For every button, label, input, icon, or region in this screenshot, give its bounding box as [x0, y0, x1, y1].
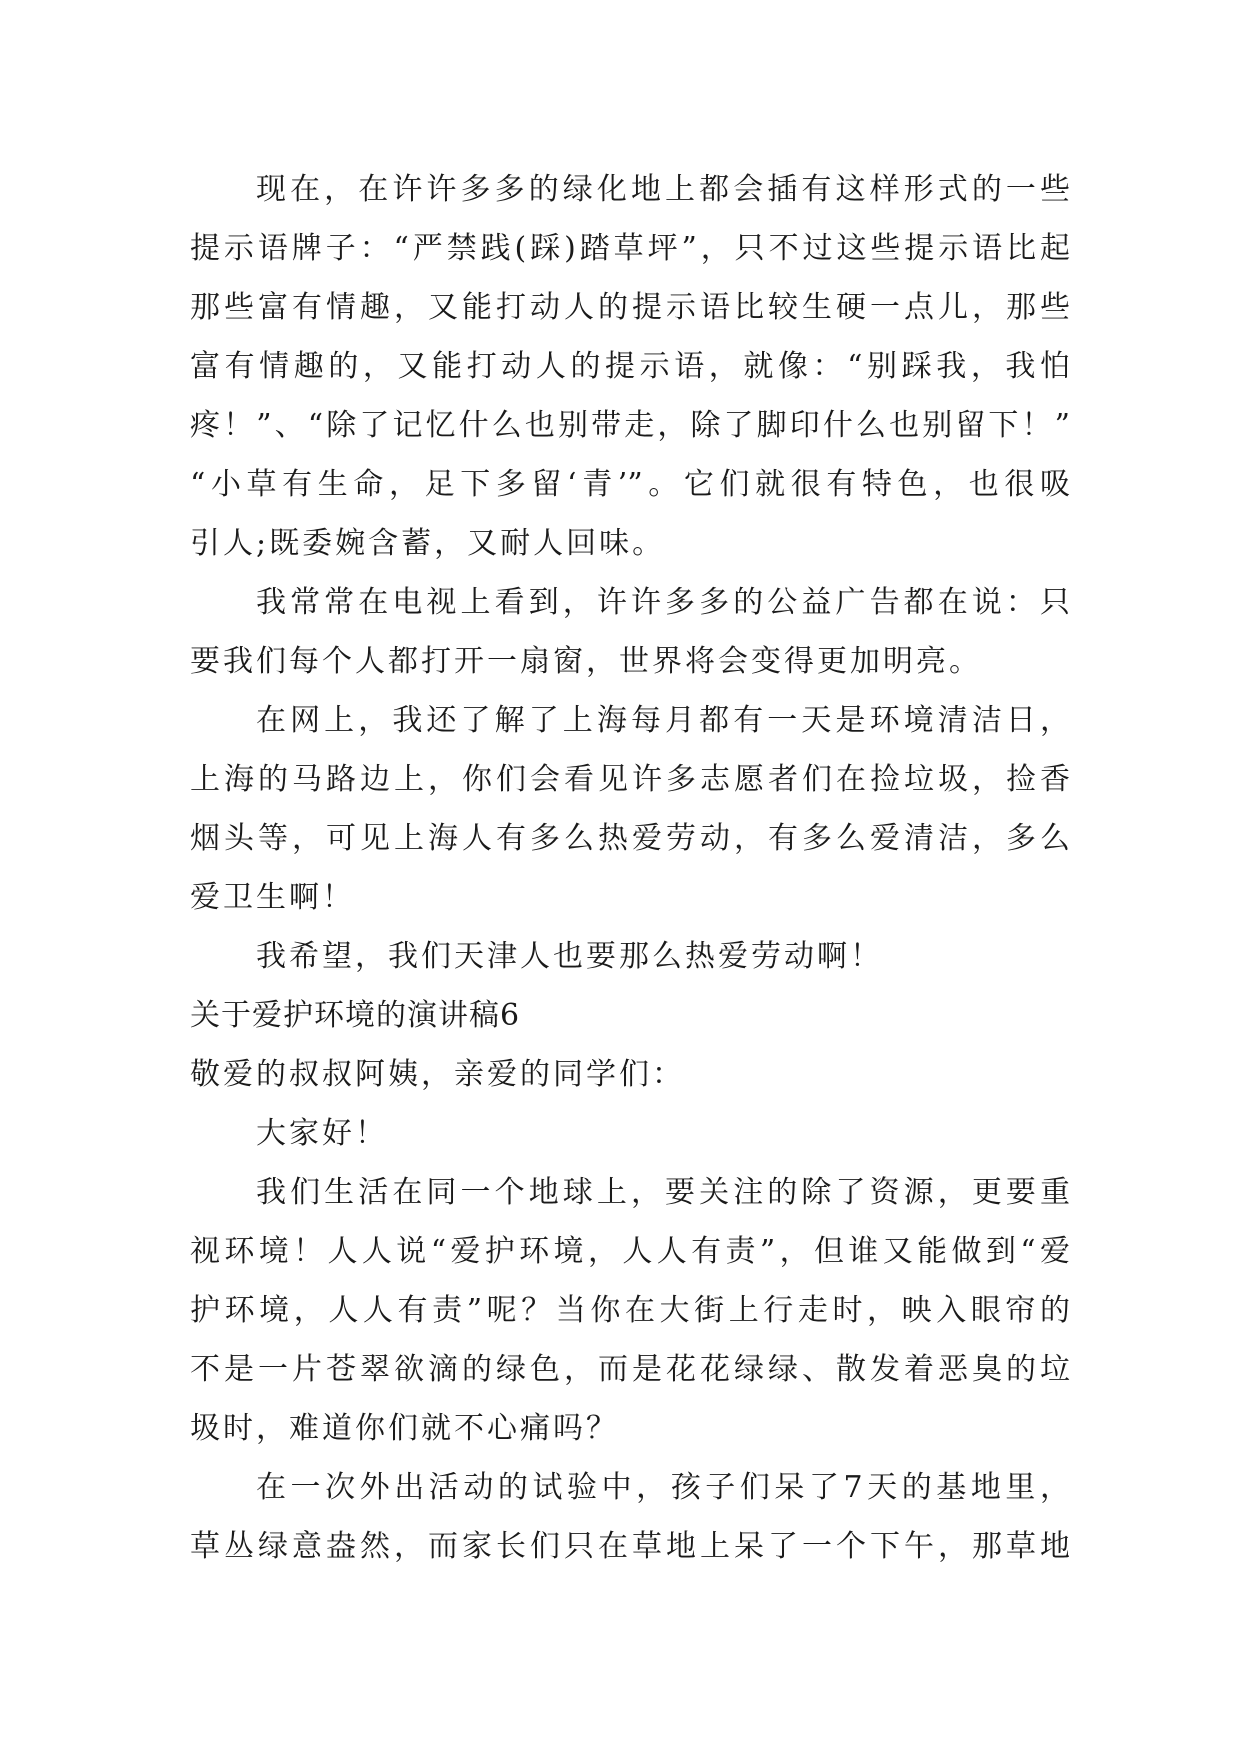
document-body: [190, 160, 1070, 1576]
text-line: 我常常在电视上看到，许许多多的公益广告都在说：只: [256, 585, 1070, 620]
text-line: 护环境，人人有责”呢？当你在大街上行走时，映入眼帘的: [190, 1293, 1070, 1328]
text-line: 在一次外出活动的试验中，孩子们呆了7天的基地里，: [256, 1470, 1070, 1505]
text-line: 在网上，我还了解了上海每月都有一天是环境清洁日，: [256, 703, 1070, 738]
text-line: “小草有生命，足下多留‘青’”。它们就很有特色，也很吸: [190, 467, 1070, 502]
text-line: 大家好！: [256, 1116, 388, 1151]
text-line: 烟头等，可见上海人有多么热爱劳动，有多么爱清洁，多么: [190, 821, 1070, 856]
text-line: 现在，在许许多多的绿化地上都会插有这样形式的一些: [256, 172, 1070, 207]
text-line: 那些富有情趣，又能打动人的提示语比较生硬一点儿，那些: [190, 290, 1070, 325]
text-line: 不是一片苍翠欲滴的绿色，而是花花绿绿、散发着恶臭的垃: [190, 1352, 1070, 1387]
text-line: 草丛绿意盎然，而家长们只在草地上呆了一个下午，那草地: [190, 1529, 1070, 1564]
text-line: 爱卫生啊！: [190, 880, 355, 915]
text-line: 引人;既委婉含蓄，又耐人回味。: [190, 526, 666, 561]
text-line: 圾时，难道你们就不心痛吗？: [190, 1411, 619, 1446]
text-line: 要我们每个人都打开一扇窗，世界将会变得更加明亮。: [190, 644, 982, 679]
text-line: 敬爱的叔叔阿姨，亲爱的同学们：: [190, 1057, 685, 1092]
text-line: 上海的马路边上，你们会看见许多志愿者们在捡垃圾，捡香: [190, 762, 1070, 797]
text-line: 疼！”、“除了记忆什么也别带走，除了脚印什么也别留下！”: [190, 408, 1070, 443]
section-heading: 关于爱护环境的演讲稿6: [190, 998, 521, 1033]
text-line: 我希望，我们天津人也要那么热爱劳动啊！: [256, 939, 883, 974]
text-line: 提示语牌子：“严禁践(踩)踏草坪”，只不过这些提示语比起: [190, 231, 1070, 266]
text-line: 我们生活在同一个地球上，要关注的除了资源，更要重: [256, 1175, 1070, 1210]
text-line: 富有情趣的，又能打动人的提示语，就像：“别踩我，我怕: [190, 349, 1070, 384]
text-line: 视环境！人人说“爱护环境，人人有责”，但谁又能做到“爱: [190, 1234, 1070, 1269]
